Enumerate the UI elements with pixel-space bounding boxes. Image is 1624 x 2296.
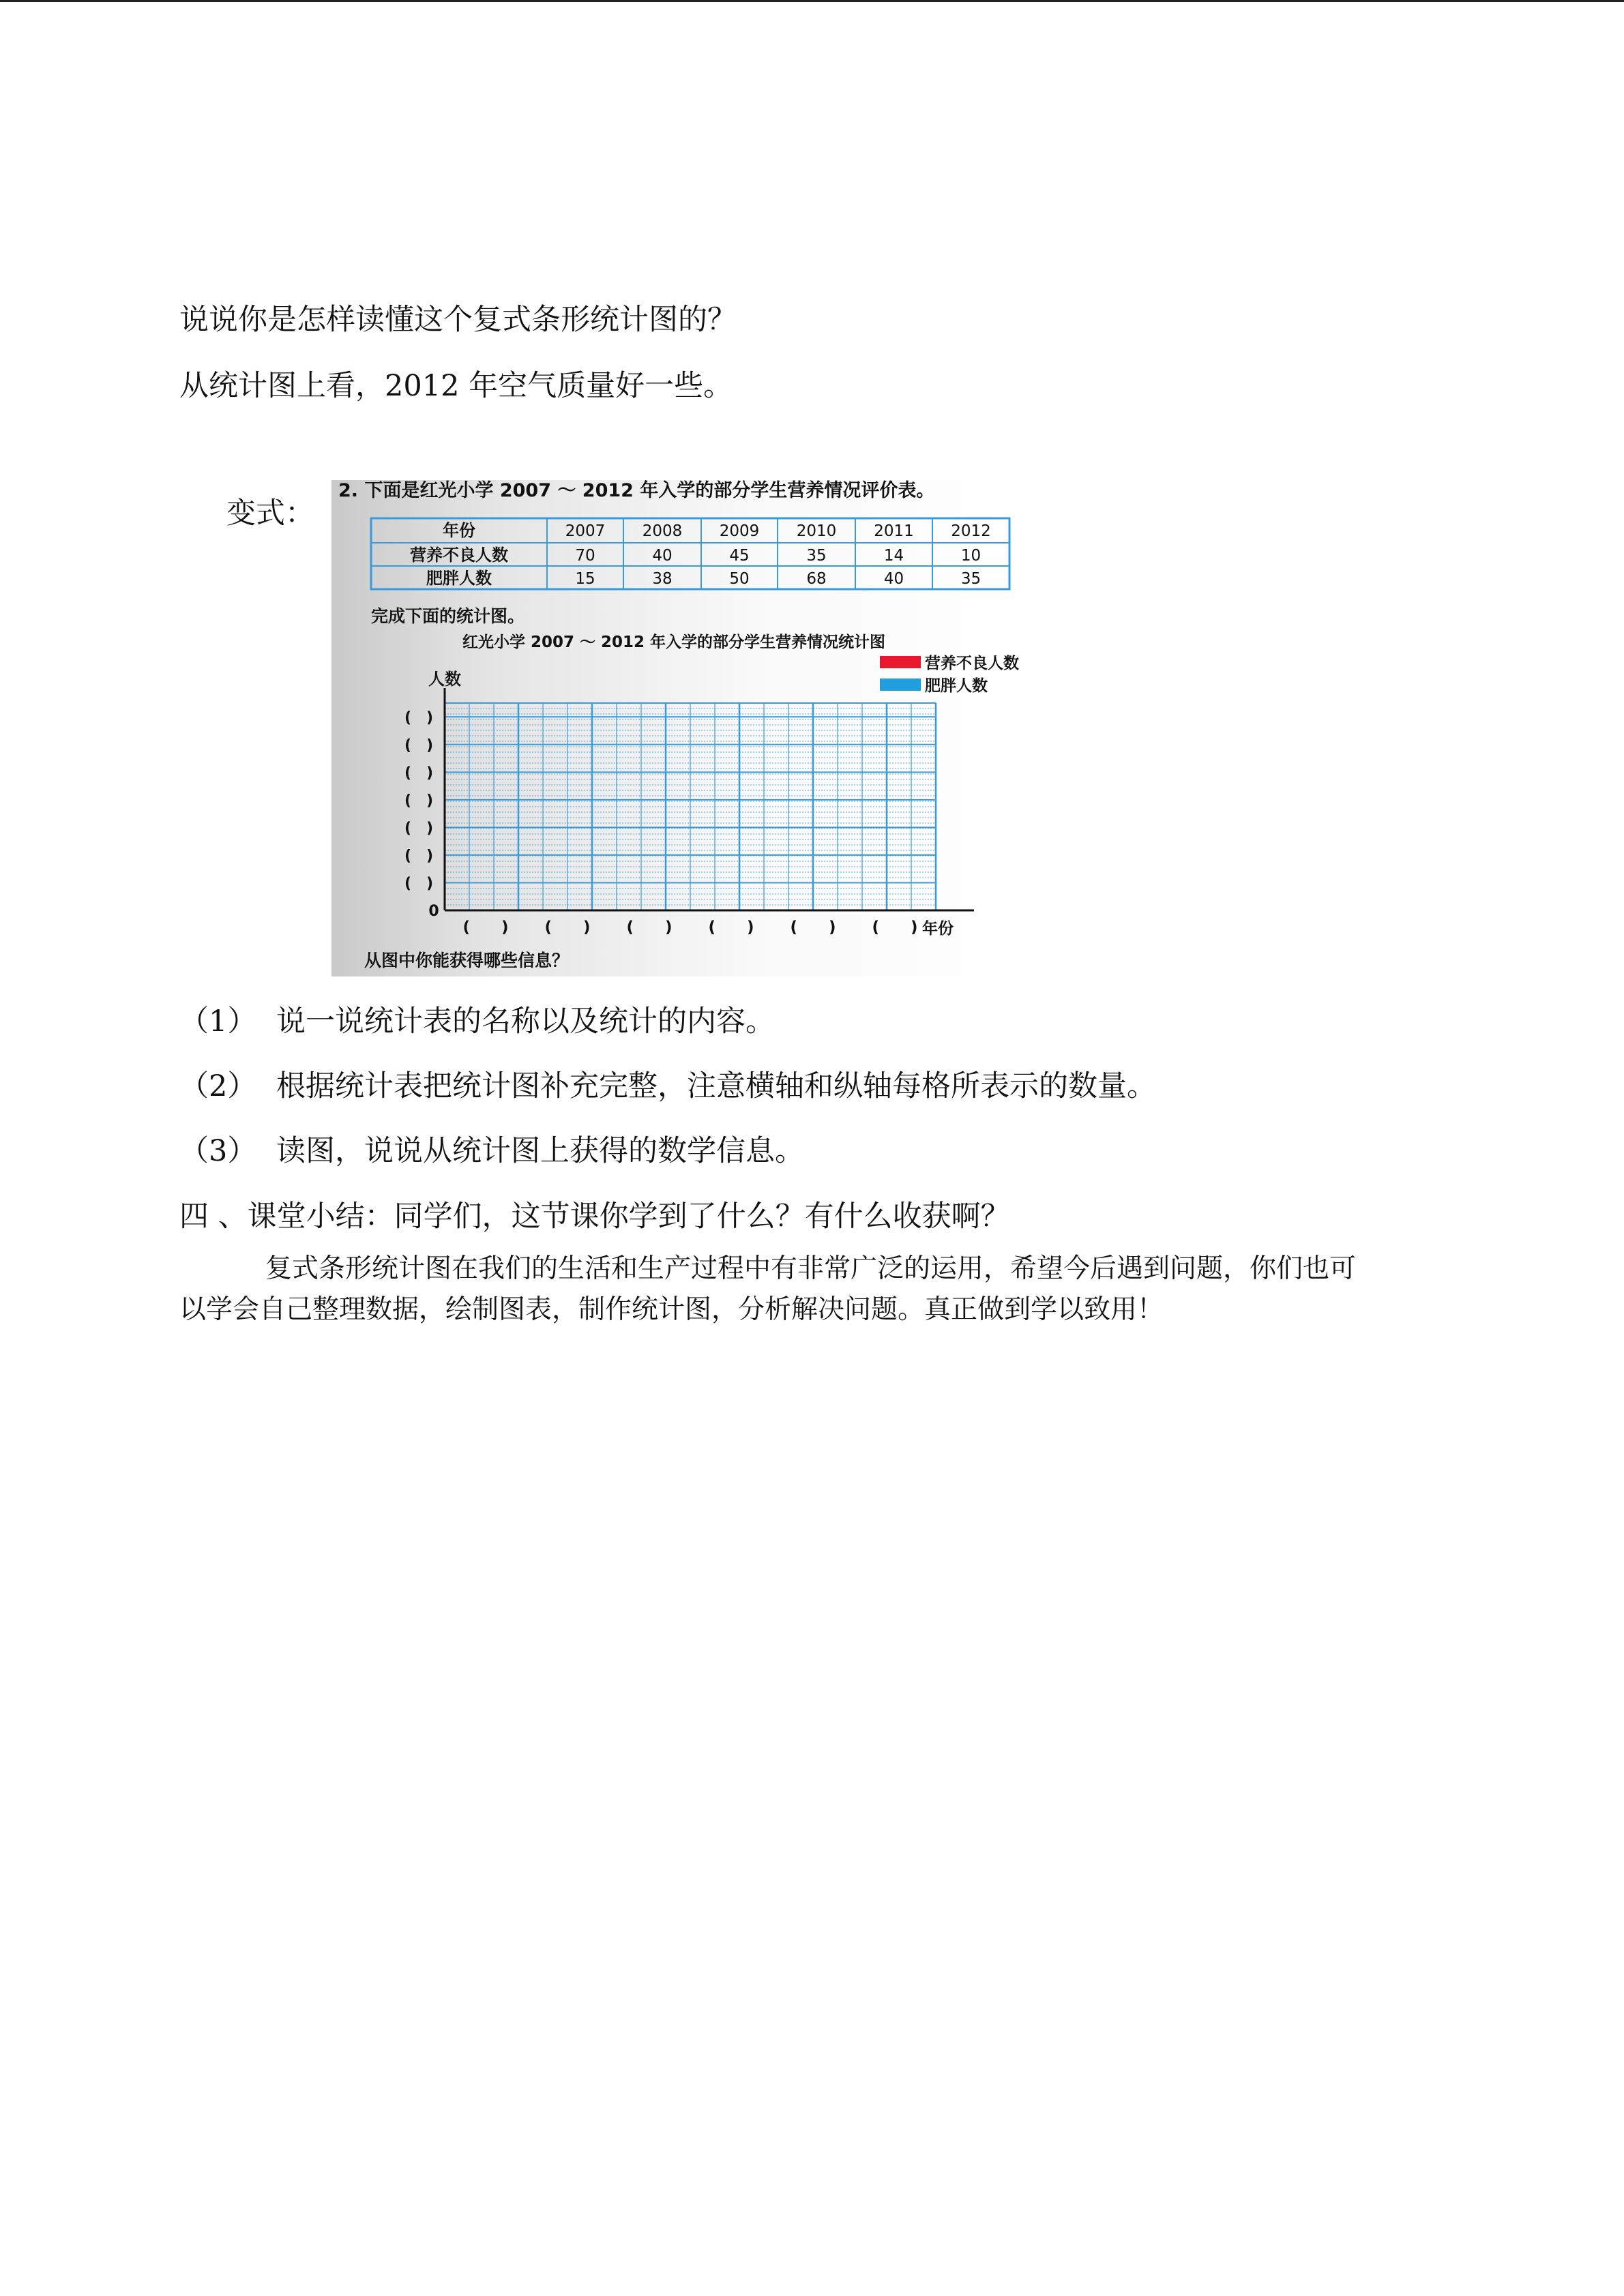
x-tick-label: ( ) xyxy=(790,919,836,936)
exercise-heading: 2. 下面是红光小学 2007 ～ 2012 年入学的部分学生营养情况评价表。 xyxy=(338,480,935,501)
intro-answer: 从统计图上看，2012 年空气质量好一些。 xyxy=(179,369,733,403)
y-tick-label: ( ) xyxy=(404,875,434,893)
table-value-cell: 35 xyxy=(960,570,981,588)
exercise-figure xyxy=(331,480,1035,976)
y-tick-label: ( ) xyxy=(404,709,434,727)
table-value-cell: 营养不良人数 xyxy=(410,546,508,565)
table-value-cell: 38 xyxy=(652,570,673,588)
table-value-cell: 50 xyxy=(729,570,750,588)
table-header-cell: 2007 xyxy=(565,522,606,540)
table-value-cell: 45 xyxy=(729,547,750,565)
table-value-cell: 15 xyxy=(575,570,595,588)
variant-label: 变式： xyxy=(226,496,314,531)
summary-line-1: 复式条形统计图在我们的生活和生产过程中有非常广泛的运用，希望今后遇到问题，你们也可 xyxy=(265,1253,1357,1284)
table-header-cell: 2011 xyxy=(874,522,914,540)
table-header-cell: 2012 xyxy=(951,522,991,540)
x-tick-label: ( ) xyxy=(872,919,918,936)
legend-swatch xyxy=(880,679,921,691)
table-header-cell: 年份 xyxy=(443,521,475,540)
y-tick-label: ( ) xyxy=(404,736,434,754)
legend-swatch xyxy=(880,656,921,668)
y-axis-label: 人数 xyxy=(428,670,461,689)
y-tick-label: ( ) xyxy=(404,792,434,809)
nutrition-table xyxy=(371,518,1009,589)
x-axis-label: 年份 xyxy=(922,920,954,938)
exercise-figure-svg xyxy=(331,480,1035,976)
task-text: 说一说统计表的名称以及统计的内容。 xyxy=(276,1004,775,1039)
y-zero-label: 0 xyxy=(428,903,439,920)
page-top-border xyxy=(0,0,1624,2)
task-number: （1） xyxy=(179,1004,257,1039)
x-tick-label: ( ) xyxy=(708,919,754,936)
intro-question: 说说你是怎样读懂这个复式条形统计图的？ xyxy=(179,303,737,337)
table-value-cell: 68 xyxy=(806,570,827,588)
task-number: （3） xyxy=(179,1134,257,1168)
table-value-cell: 40 xyxy=(883,570,904,588)
x-tick-label: ( ) xyxy=(626,919,673,936)
legend-label: 肥胖人数 xyxy=(925,677,988,695)
legend-label: 营养不良人数 xyxy=(925,655,1019,672)
table-value-cell: 40 xyxy=(652,547,673,565)
table-value-cell: 肥胖人数 xyxy=(426,569,492,588)
y-tick-label: ( ) xyxy=(404,847,434,865)
summary-heading: 四 、课堂小结：同学们，这节课你学到了什么？有什么收获啊？ xyxy=(179,1199,1010,1234)
exercise-question: 从图中你能获得哪些信息？ xyxy=(364,951,570,970)
task-number: （2） xyxy=(179,1069,257,1103)
table-value-cell: 14 xyxy=(883,547,904,565)
chart-title: 红光小学 2007 ～ 2012 年入学的部分学生营养情况统计图 xyxy=(462,633,886,651)
x-tick-label: ( ) xyxy=(462,919,509,936)
table-header-cell: 2009 xyxy=(719,522,760,540)
y-tick-label: ( ) xyxy=(404,820,434,837)
y-tick-label: ( ) xyxy=(404,764,434,782)
table-value-cell: 70 xyxy=(575,547,595,565)
x-tick-label: ( ) xyxy=(544,919,591,936)
chart-area xyxy=(404,654,1019,938)
table-value-cell: 10 xyxy=(960,547,981,565)
table-header-cell: 2008 xyxy=(642,522,683,540)
summary-line-2: 以学会自己整理数据，绘制图表，制作统计图，分析解决问题。真正做到学以致用！ xyxy=(179,1294,1164,1325)
exercise-instruction: 完成下面的统计图。 xyxy=(371,606,525,626)
task-text: 读图，说说从统计图上获得的数学信息。 xyxy=(276,1134,804,1168)
task-text: 根据统计表把统计图补充完整，注意横轴和纵轴每格所表示的数量。 xyxy=(276,1069,1156,1103)
table-header-cell: 2010 xyxy=(796,522,837,540)
table-value-cell: 35 xyxy=(806,547,827,565)
